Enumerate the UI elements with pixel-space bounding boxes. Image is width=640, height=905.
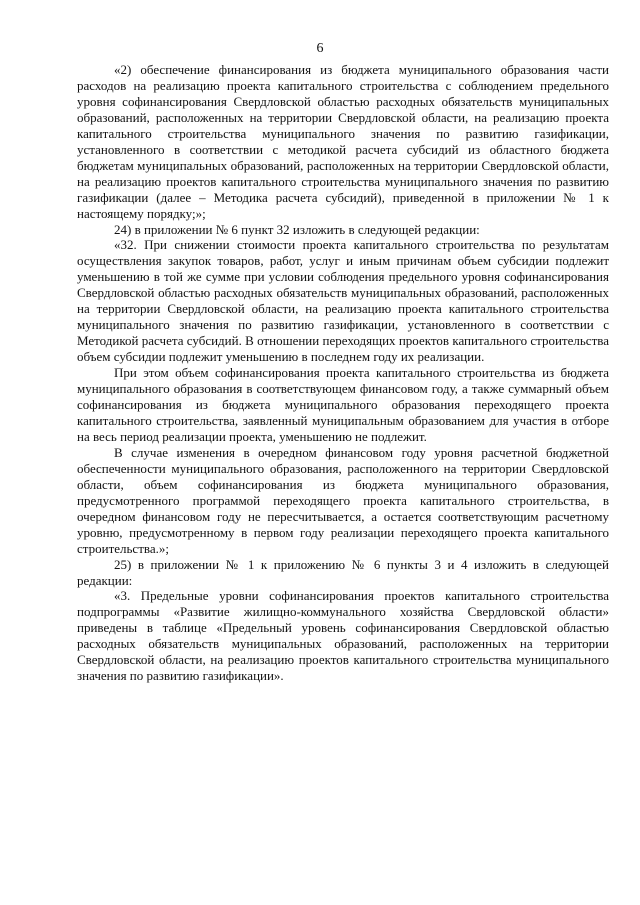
- page-number: 6: [316, 41, 324, 56]
- paragraph-budget-change: В случае изменения в очередном финансовом году уровня расчетной бюджетной обеспеченности муниципального образования, расположенного на территории Свердловской области, объем софинансирования из бюджета муниципального образования, предусмотренного программой переходящего проекта капитального строительства, в очередном финансовом году не пересчитывается, а остается соответствующим расчетному уровню, предусмотренному в первом году реализации переходящего проекта капитального строительства.»;: [77, 444, 609, 556]
- paragraph-amendment-25: 25) в приложении № 1 к приложению № 6 пункты 3 и 4 изложить в следующей редакции:: [77, 556, 609, 588]
- paragraph-item-32: «32. При снижении стоимости проекта капитального строительства по результатам осуществления закупок товаров, работ, услуг и иным причинам объем субсидии подлежит уменьшению в той же сумме при условии соблюдения предельного уровня софинансирования Свердловской областью расходных обязательств муниципальных образований, расположенных на территории Свердловской области, на реализацию проекта капитального строительства муниципального значения по развитию газификации, установленного в соответствии с Методикой расчета субсидий. В отношении переходящих проектов капитального строительства объем субсидии подлежит уменьшению в последнем году их реализации.: [77, 237, 609, 365]
- paragraph-amendment-24: 24) в приложении № 6 пункт 32 изложить в следующей редакции:: [114, 221, 480, 237]
- document-body: [77, 62, 609, 684]
- paragraph-cofinancing-volume: При этом объем софинансирования проекта капитального строительства из бюджета муниципального образования в соответствующем финансовом году, а также суммарный объем софинансирования из бюджета муниципального образования переходящего проекта капитального строительства, заявленный муниципальным образованием для участия в отборе на весь период реализации проекта, уменьшению не подлежит.: [77, 365, 609, 444]
- paragraph-item-2-financing: «2) обеспечение финансирования из бюджета муниципального образования части расходов на реализацию проекта капитального строительства с соблюдением предельного уровня софинансирования Свердловской областью расходных обязательств муниципальных образований, расположенных на территории Свердловской области, на реализацию проекта капитального строительства муниципального значения по развитию газификации, установленного в соответствии с методикой расчета субсидий из областного бюджета бюджетам муниципальных образований, расположенных на территории Свердловской области, на реализацию проектов капитального строительства муниципального значения по развитию газификации (далее – Методика расчета субсидий), приведенной в приложении № 1 к настоящему порядку;»;: [77, 62, 609, 221]
- paragraph-item-3-limits: «3. Предельные уровни софинансирования проектов капитального строительства подпрограммы «Развитие жилищно-коммунального хозяйства Свердловской области» приведены в таблице «Предельный уровень софинансирования Свердловской областью расходных обязательств муниципальных образований, расположенных на территории Свердловской области, на реализацию проектов капитального строительства муниципального значения по развитию газификации».: [77, 588, 609, 684]
